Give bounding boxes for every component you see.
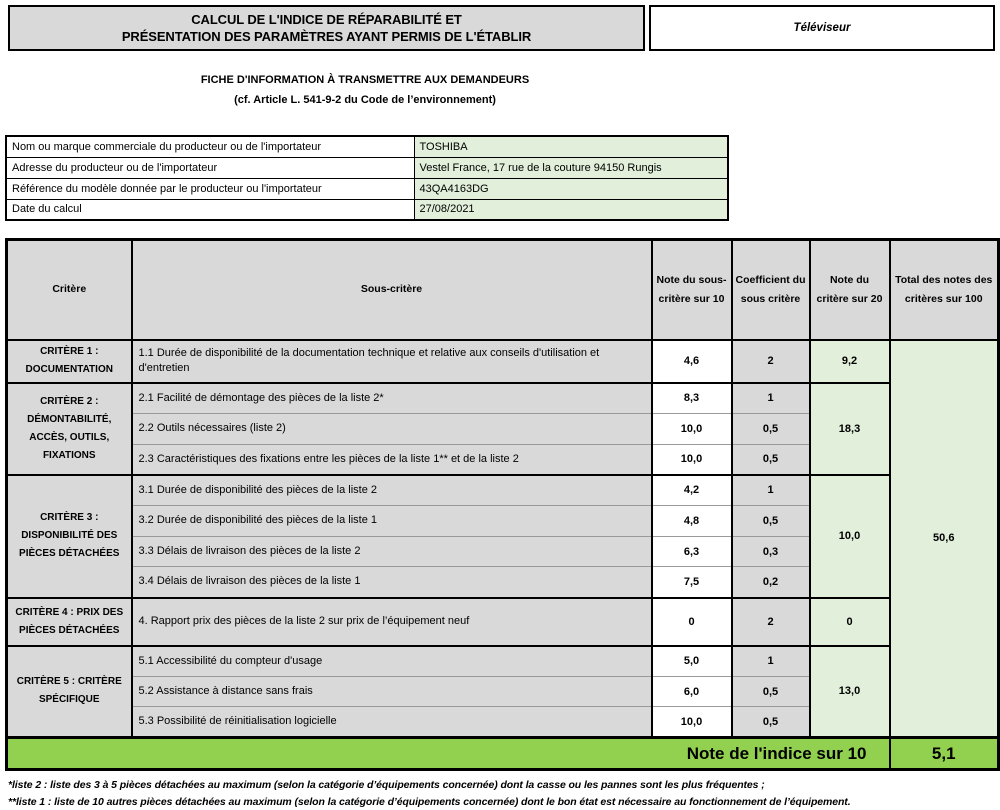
sub-criterion-cell: 3.4 Délais de livraison des pièces de la liste 1 xyxy=(132,567,652,598)
top-header xyxy=(8,5,995,51)
criteria-table xyxy=(5,238,1000,771)
col-header-total: Total des notes des critères sur 100 xyxy=(890,240,999,340)
sub-score-cell: 5,0 xyxy=(652,646,732,677)
coefficient-cell: 2 xyxy=(732,598,810,646)
table-row xyxy=(7,340,999,383)
sub-score-cell: 6,0 xyxy=(652,677,732,707)
sub-score-cell: 4,2 xyxy=(652,475,732,506)
sub-criterion-cell: 2.1 Facilité de démontage des pièces de la liste 2* xyxy=(132,383,652,414)
subtitle xyxy=(0,70,730,110)
coefficient-cell: 1 xyxy=(732,475,810,506)
sub-score-cell: 8,3 xyxy=(652,383,732,414)
footnote-liste1: **liste 1 : liste de 10 autres pièces détachées au maximum (selon la catégorie d’équipements concernée) dont le bon état est nécessaire au fonctionnement de l’équipement. xyxy=(8,794,1000,810)
final-score-label: Note de l'indice sur 10 xyxy=(7,738,890,770)
info-value: Vestel France, 17 rue de la couture 94150 Rungis xyxy=(414,157,728,178)
info-value: 27/08/2021 xyxy=(414,199,728,220)
sub-criterion-cell: 5.3 Possibilité de réinitialisation logicielle xyxy=(132,707,652,738)
col-header-note-sous: Note du sous-critère sur 10 xyxy=(652,240,732,340)
criterion-cell: CRITÈRE 5 : CRITÈRE SPÉCIFIQUE xyxy=(7,646,132,738)
sub-score-cell: 6,3 xyxy=(652,537,732,567)
footnote-liste2: *liste 2 : liste des 3 à 5 pièces détachées au maximum (selon la catégorie d’équipements concernée) dont la casse ou les pannes sont les plus fréquentes ; xyxy=(8,777,1000,794)
coefficient-cell: 2 xyxy=(732,340,810,383)
sub-score-cell: 4,6 xyxy=(652,340,732,383)
criterion-score-cell: 13,0 xyxy=(810,646,890,738)
info-value: TOSHIBA xyxy=(414,136,728,157)
table-row xyxy=(7,475,999,506)
sub-score-cell: 0 xyxy=(652,598,732,646)
producer-info-table xyxy=(5,135,729,221)
document-title xyxy=(8,5,645,51)
subtitle-line2: (cf. Article L. 541-9-2 du Code de l’environnement) xyxy=(0,90,730,110)
sub-criterion-cell: 3.2 Durée de disponibilité des pièces de la liste 1 xyxy=(132,506,652,537)
table-row xyxy=(7,383,999,414)
criteria-header-row xyxy=(7,240,999,340)
coefficient-cell: 0,5 xyxy=(732,707,810,738)
total-score-cell: 50,6 xyxy=(890,340,999,738)
col-header-note-critere: Note du critère sur 20 xyxy=(810,240,890,340)
info-row-calc-date xyxy=(6,199,728,220)
sub-score-cell: 10,0 xyxy=(652,445,732,475)
sub-criterion-cell: 5.1 Accessibilité du compteur d'usage xyxy=(132,646,652,677)
document-title-line1: CALCUL DE L'INDICE DE RÉPARABILITÉ ET xyxy=(16,11,637,28)
criterion-cell: CRITÈRE 1 : DOCUMENTATION xyxy=(7,340,132,383)
info-row-model-reference xyxy=(6,178,728,199)
criterion-score-cell: 10,0 xyxy=(810,475,890,598)
table-row xyxy=(7,646,999,677)
sub-criterion-cell: 2.2 Outils nécessaires (liste 2) xyxy=(132,414,652,445)
table-row xyxy=(7,598,999,646)
criterion-cell: CRITÈRE 2 : DÉMONTABILITÉ, ACCÈS, OUTILS, FIXATIONS xyxy=(7,383,132,475)
criterion-score-cell: 18,3 xyxy=(810,383,890,475)
sub-criterion-cell: 3.3 Délais de livraison des pièces de la liste 2 xyxy=(132,537,652,567)
product-type-box xyxy=(649,5,995,51)
document-title-line2: PRÉSENTATION DES PARAMÈTRES AYANT PERMIS DE L'ÉTABLIR xyxy=(16,28,637,45)
info-label: Date du calcul xyxy=(6,199,414,220)
coefficient-cell: 0,5 xyxy=(732,677,810,707)
sub-criterion-cell: 4. Rapport prix des pièces de la liste 2 sur prix de l’équipement neuf xyxy=(132,598,652,646)
sub-score-cell: 10,0 xyxy=(652,414,732,445)
final-score-row xyxy=(7,738,999,770)
info-label: Référence du modèle donnée par le producteur ou l'importateur xyxy=(6,178,414,199)
coefficient-cell: 0,2 xyxy=(732,567,810,598)
criterion-score-cell: 9,2 xyxy=(810,340,890,383)
coefficient-cell: 0,5 xyxy=(732,506,810,537)
coefficient-cell: 0,3 xyxy=(732,537,810,567)
criterion-cell: CRITÈRE 3 : DISPONIBILITÉ DES PIÈCES DÉTACHÉES xyxy=(7,475,132,598)
sub-score-cell: 10,0 xyxy=(652,707,732,738)
subtitle-line1: FICHE D'INFORMATION À TRANSMETTRE AUX DEMANDEURS xyxy=(0,70,730,90)
sub-criterion-cell: 3.1 Durée de disponibilité des pièces de la liste 2 xyxy=(132,475,652,506)
product-type-label: Téléviseur xyxy=(794,22,851,34)
final-score-value: 5,1 xyxy=(890,738,999,770)
criterion-score-cell: 0 xyxy=(810,598,890,646)
sub-criterion-cell: 5.2 Assistance à distance sans frais xyxy=(132,677,652,707)
sub-criterion-cell: 1.1 Durée de disponibilité de la documentation technique et relative aux conseils d'utilisation et d'entretien xyxy=(132,340,652,383)
info-label: Nom ou marque commerciale du producteur ou de l'importateur xyxy=(6,136,414,157)
info-label: Adresse du producteur ou de l'importateur xyxy=(6,157,414,178)
info-value: 43QA4163DG xyxy=(414,178,728,199)
sub-criterion-cell: 2.3 Caractéristiques des fixations entre les pièces de la liste 1** et de la liste 2 xyxy=(132,445,652,475)
col-header-critere: Critère xyxy=(7,240,132,340)
info-row-producer-address xyxy=(6,157,728,178)
sub-score-cell: 7,5 xyxy=(652,567,732,598)
info-row-producer-name xyxy=(6,136,728,157)
footnotes xyxy=(8,777,1000,810)
coefficient-cell: 1 xyxy=(732,646,810,677)
col-header-sous-critere: Sous-critère xyxy=(132,240,652,340)
criterion-cell: CRITÈRE 4 : PRIX DES PIÈCES DÉTACHÉES xyxy=(7,598,132,646)
coefficient-cell: 0,5 xyxy=(732,445,810,475)
col-header-coefficient: Coefficient du sous critère xyxy=(732,240,810,340)
sub-score-cell: 4,8 xyxy=(652,506,732,537)
coefficient-cell: 1 xyxy=(732,383,810,414)
coefficient-cell: 0,5 xyxy=(732,414,810,445)
